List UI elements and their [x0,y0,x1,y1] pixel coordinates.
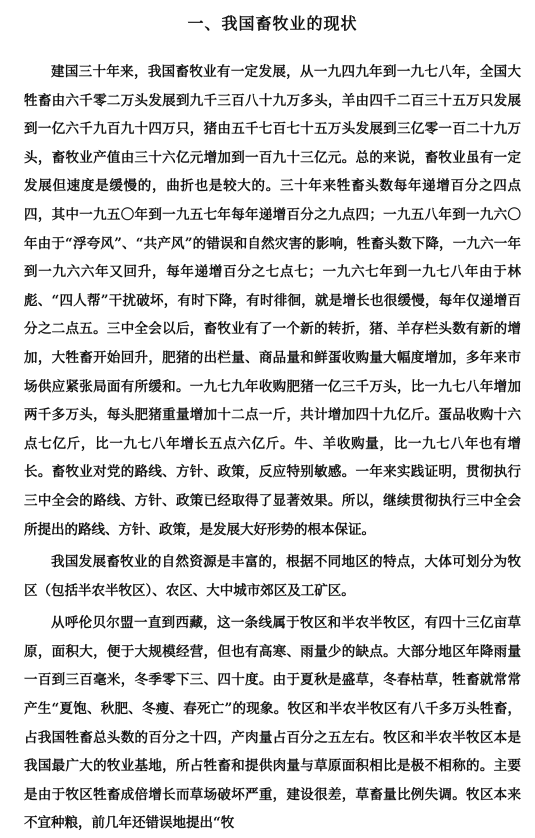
section-title: 一、我国畜牧业的现状 [187,14,358,33]
paragraph-development-history: 建国三十年来，我国畜牧业有一定发展，从一九四九年到一九七八年，全国大牲畜由六千零二万头发展到九千三百八十九万多头，羊由四千二百三十五万只发展到一亿六千九百九十四万只，猪由五千七百七十五万头发展到三亿零一百二十九万头，畜牧业产值由三十六亿元增加到一百九十三亿元。总的来说，畜牧业虽有一定发展但速度是缓慢的，曲折也是较大的。三十年来牲畜头数每年递增百分之四点四，其中一九五〇年到一九五七年每年递增百分之九点四；一九五八年到一九六〇年由于“浮夸风”、“共产风”的错误和自然灾害的影响，牲畜头数下降，一九六一年到一九六六年又回升，每年递增百分之七点七；一九六七年到一九七八年由于林彪、“四人帮”干扰破坏，有时下降，有时徘徊，就是增长也很缓慢，每年仅递增百分之二点五。三中全会以后，畜牧业有了一个新的转折，猪、羊存栏头数有新的增加，大牲畜开始回升，肥猪的出栏量、商品量和鲜蛋收购量大幅度增加，多年来市场供应紧张局面有所缓和。一九七九年收购肥猪一亿三千万头，比一九七八年增加两千多万头，每头肥猪重量增加十二点一斤，共计增加四十九亿斤。蛋品收购十六点七亿斤，比一九七八年增长五点六亿斤。牛、羊收购量，比一九七八年也有增长。畜牧业对党的路线、方针、政策，反应特别敏感。一年来实践证明，贯彻执行三中全会的路线、方针、政策已经取得了显著效果。所以，继续贯彻执行三中全会所提出的路线、方针、政策，是发展大好形势的根本保证。 [24,64,521,538]
paragraph-pastoral-regions: 从呼伦贝尔盟一直到西藏，这一条线属于牧区和半农半牧区，有四十三亿亩草原，面积大，便于大规模经营，但也有高寒、雨量少的缺点。大部分地区年降雨量一百到三百毫米，冬季零下三、四十度。由于夏秋是盛草，冬春枯草，牲畜就常常产生“夏饱、秋肥、冬瘦、春死亡”的现象。牧区和半农半牧区有八千多万头牲畜，占我国牲畜总头数的百分之十四，产肉量占百分之五左右。牧区和半农半牧区本是我国最广大的牧业基地，所占牲畜和提供肉量与草原面积相比是极不相称的。主要是由于牧区牲畜成倍增长而草场破坏严重，建设很差，草畜量比例失调。牧区本来不宜种粮，前几年还错误地提出“牧 [24,615,521,832]
paragraph-natural-resources: 我国发展畜牧业的自然资源是丰富的，根据不同地区的特点，大体可划分为牧区（包括半农半牧区）、农区、大中城市郊区及工矿区。 [24,554,521,599]
